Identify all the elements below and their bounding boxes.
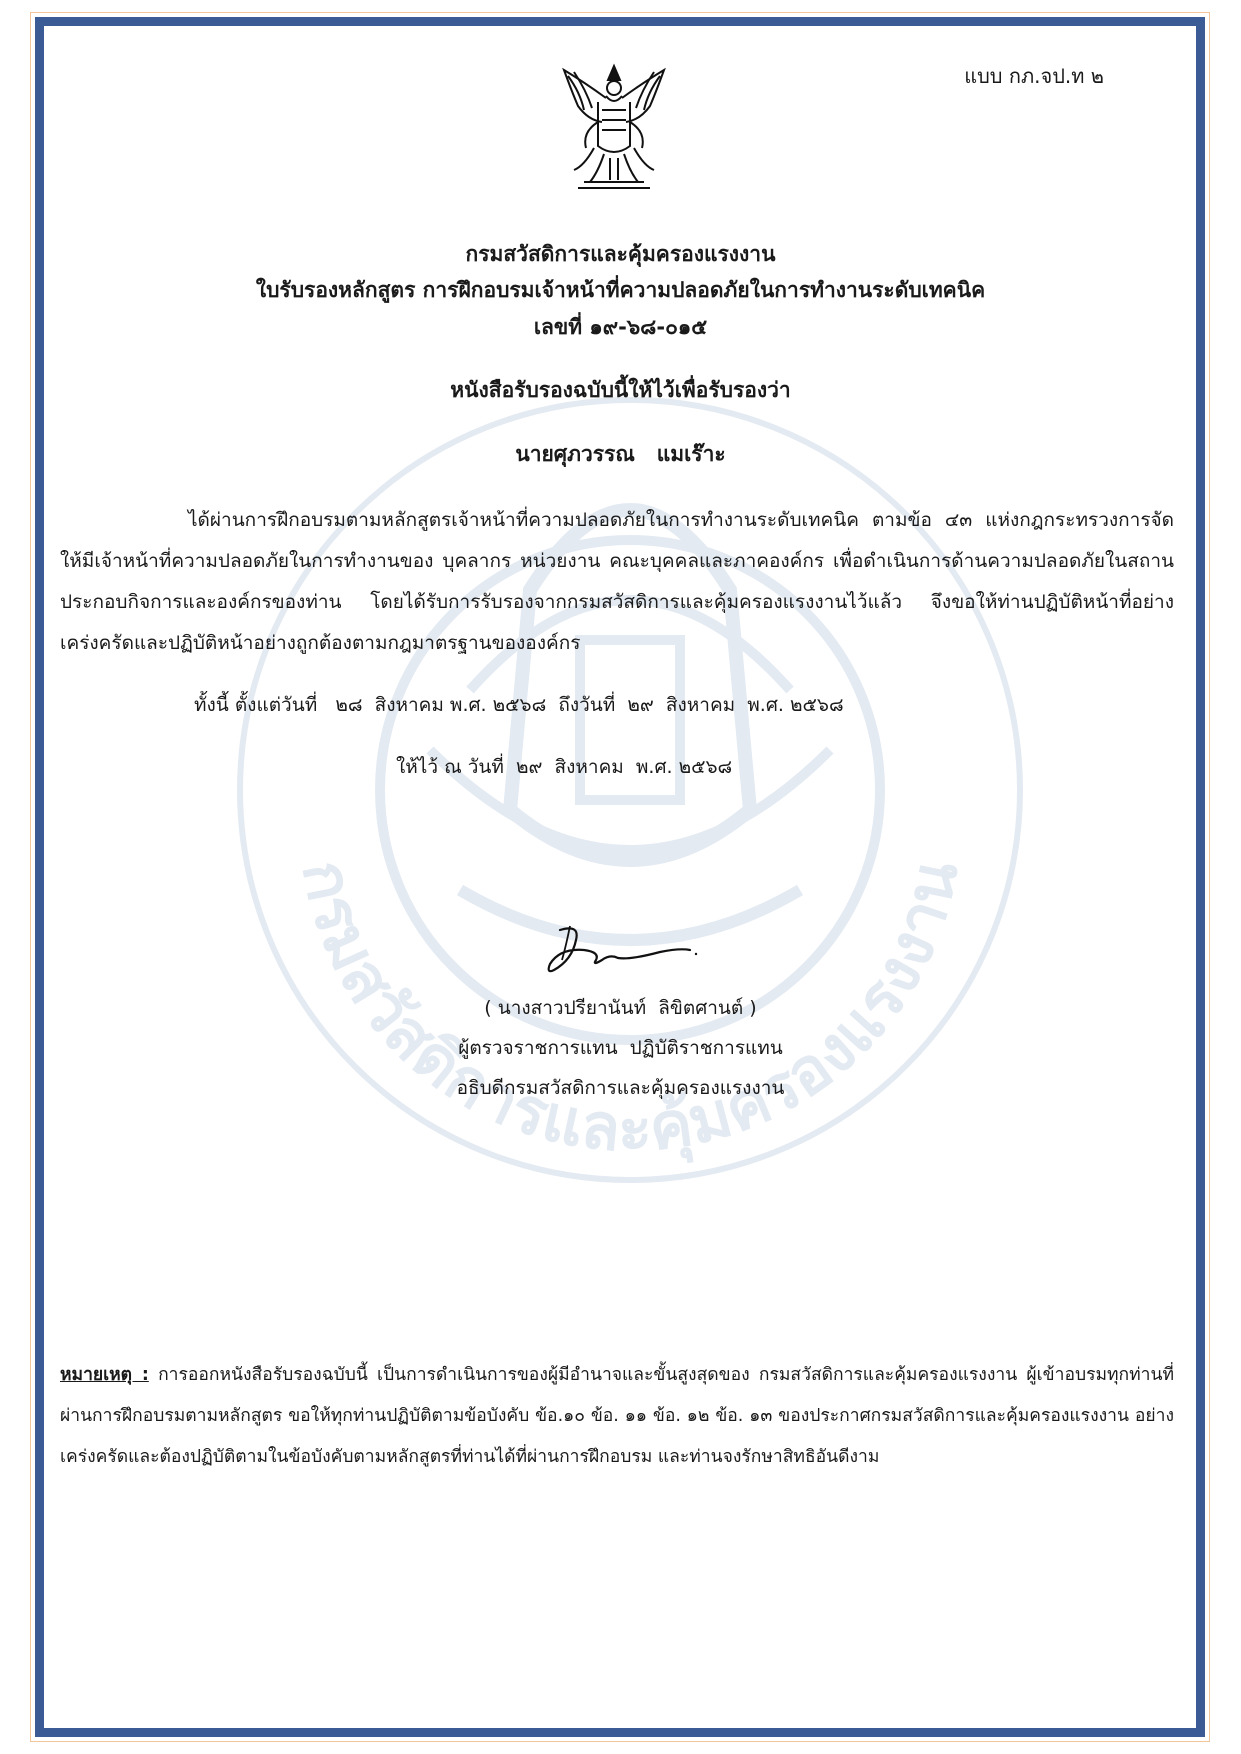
form-code: แบบ กภ.จป.ท ๒ [964,64,1104,88]
issued-date: ให้ไว้ ณ วันที่ ๒๙ สิงหาคม พ.ศ. ๒๕๖๘ [396,756,733,778]
certificate-number: เลขที่ ๑๙-๖๘-๐๑๕ [533,315,708,339]
signer-title: อธิบดีกรมสวัสดิการและคุ้มครองแรงงาน [456,1077,785,1099]
garuda-emblem [554,62,674,192]
note-text: การออกหนังสือรับรองฉบับนี้ เป็นการดำเนินการของผู้มีอำนาจและขั้นสูงสุดของ กรมสวัสดิการและคุ้มครองแรงงาน ผู้เข้าอบรมทุกท่านที่ผ่านการฝึกอบรมตามหลักสูตร ขอให้ทุกท่านปฏิบัติตามข้อบังคับ ข้อ.๑๐ ข้อ. ๑๑ ข้อ. ๑๒ ข้อ. ๑๓ ของประกาศกรมสวัสดิการและคุ้มครองแรงงาน อย่างเคร่งครัดและต้องปฏิบัติตามในข้อบังคับตามหลักสูตรที่ท่านได้ที่ผ่านการฝึกอบรม และท่านจงรักษาสิทธิอันดีงาม [60,1365,1174,1467]
signer-name: ( นางสาวปรียานันท์ ลิขิตศานต์ ) [484,997,757,1019]
course-title: ใบรับรองหลักสูตร การฝึกอบรมเจ้าหน้าที่ความปลอดภัยในการทำงานระดับเทคนิค [255,278,986,302]
body-paragraph: ได้ผ่านการฝึกอบรมตามหลักสูตรเจ้าหน้าที่ความปลอดภัยในการทำงานระดับเทคนิค ตามข้อ ๔๓ แห่งกฎกระทรวงการจัดให้มีเจ้าหน้าที่ความปลอดภัยในการทำงานของ บุคลากร หน่วยงาน คณะบุคคลและภาคองค์กร เพื่อดำเนินการด้านความปลอดภัยในสถานประกอบกิจการและองค์กรของท่าน โดยได้รับการรับรองจากกรมสวัสดิการและคุ้มครองแรงงานไว้แล้ว จึงขอให้ท่านปฏิบัติหน้าที่อย่างเคร่งครัดและปฏิบัติหน้าอย่างถูกต้องตามกฎมาตรฐานขององค์กร [60,509,1174,654]
watermark-text: กรมสวัสดิการและคุ้มครองแรงงาน [286,854,974,1167]
signer-position: ผู้ตรวจราชการแทน ปฏิบัติราชการแทน [458,1037,783,1059]
recipient-name: นายศุภวรรณ แมเร๊าะ [515,442,726,466]
agency-title: กรมสวัสดิการและคุ้มครองแรงงาน [465,242,776,266]
signature [540,920,700,980]
note-label: หมายเหตุ : [60,1365,149,1385]
validity-period: ทั้งนี้ ตั้งแต่วันที่ ๒๘ สิงหาคม พ.ศ. ๒๕๖๘ ถึงวันที่ ๒๙ สิงหาคม พ.ศ. ๒๕๖๘ [194,694,844,716]
certify-statement: หนังสือรับรองฉบับนี้ให้ไว้เพื่อรับรองว่า [450,378,791,402]
note-section [60,1355,1174,1478]
